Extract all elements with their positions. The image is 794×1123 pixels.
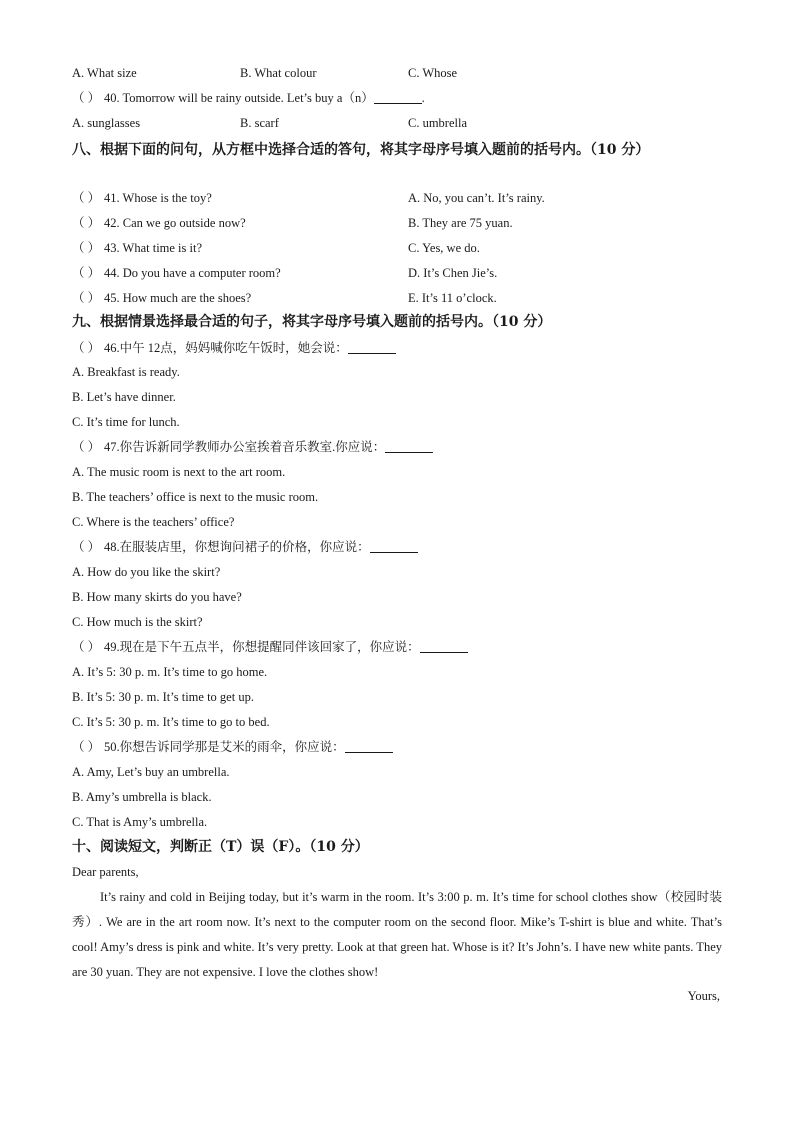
option-a: A. It’s 5: 30 p. m. It’s time to go home. xyxy=(72,665,268,679)
option-a: A. Breakfast is ready. xyxy=(72,365,180,379)
match-answer: A. No, you can’t. It’s rainy. xyxy=(408,191,545,205)
q39-options xyxy=(72,63,722,83)
answer-bracket[interactable]: （ ） xyxy=(72,241,101,255)
match-question: 44. Do you have a computer room? xyxy=(104,266,281,280)
question-prompt: 47.你告诉新同学教师办公室挨着音乐教室.你应说： xyxy=(104,440,386,454)
match-answer: B. They are 75 yuan. xyxy=(408,216,513,230)
option-b: B. The teachers’ office is next to the music room. xyxy=(72,490,319,504)
option-b: B. Amy’s umbrella is black. xyxy=(72,790,212,804)
reading-passage: It’s rainy and cold in Beijing today, but it’s warm in the room. It’s 3:00 p. m. It’s time for school clothes show（校园时装秀）. We are in the art room now. It’s next to the computer room on the second floor. Mike’s T-shirt is blue and white. That’s cool! Amy’s dress is pink and white. It’s very pretty. Look at that green hat. Whose is it? It’s John’s. I have new white pants. They are 30 yuan. They are not expensive. I love the clothes show! xyxy=(72,890,722,979)
option-c: C. umbrella xyxy=(408,116,468,130)
question-end: . xyxy=(421,91,425,105)
match-question: 42. Can we go outside now? xyxy=(104,216,246,230)
section-9-title: 九、根据情景选择最合适的句子，将其字母序号填入题前的括号内。（10 分） xyxy=(72,314,552,330)
answer-bracket[interactable]: （ ） xyxy=(72,191,101,205)
answer-bracket[interactable]: （ ） xyxy=(72,291,101,305)
answer-bracket[interactable]: （ ） xyxy=(72,91,101,105)
answer-blank[interactable] xyxy=(420,639,468,653)
match-answer: E. It’s 11 o’clock. xyxy=(408,291,497,305)
answer-bracket[interactable]: （ ） xyxy=(72,640,101,654)
answer-bracket[interactable]: （ ） xyxy=(72,740,101,754)
option-b: B. scarf xyxy=(240,116,279,130)
answer-bracket[interactable]: （ ） xyxy=(72,266,101,280)
question-prompt: 49.现在是下午五点半，你想提醒同伴该回家了，你应说： xyxy=(104,640,420,654)
section-10-title: 十、阅读短文，判断正（T）误（F）。（10 分） xyxy=(72,839,369,855)
answer-bracket[interactable]: （ ） xyxy=(72,440,101,454)
answer-blank[interactable] xyxy=(345,739,393,753)
option-c: C. That is Amy’s umbrella. xyxy=(72,815,208,829)
match-row xyxy=(72,213,722,233)
question-40 xyxy=(72,88,722,108)
match-question: 43. What time is it? xyxy=(104,241,203,255)
option-c: C. It’s time for lunch. xyxy=(72,415,180,429)
match-row xyxy=(72,288,722,308)
option-b: B. What colour xyxy=(240,66,317,80)
answer-bracket[interactable]: （ ） xyxy=(72,540,101,554)
match-answer: C. Yes, we do. xyxy=(408,241,480,255)
option-a: A. The music room is next to the art room. xyxy=(72,465,286,479)
match-row xyxy=(72,188,722,208)
match-row xyxy=(72,263,722,283)
answer-blank[interactable] xyxy=(385,439,433,453)
question-text: 40. Tomorrow will be rainy outside. Let’s buy a（n） xyxy=(104,91,374,105)
option-a: A. How do you like the skirt? xyxy=(72,565,221,579)
answer-blank[interactable] xyxy=(370,539,418,553)
letter-greeting: Dear parents, xyxy=(72,865,139,879)
q40-options xyxy=(72,113,722,133)
option-c: C. Whose xyxy=(408,66,458,80)
section-8-title: 八、根据下面的问句，从方框中选择合适的答句，将其字母序号填入题前的括号内。（10 分） xyxy=(72,142,650,158)
option-b: B. Let’s have dinner. xyxy=(72,390,176,404)
option-c: C. It’s 5: 30 p. m. It’s time to go to bed. xyxy=(72,715,270,729)
question-prompt: 48.在服装店里，你想询问裙子的价格，你应说： xyxy=(104,540,370,554)
option-a: A. sunglasses xyxy=(72,116,141,130)
match-row xyxy=(72,238,722,258)
option-c: C. Where is the teachers’ office? xyxy=(72,515,235,529)
option-a: A. Amy, Let’s buy an umbrella. xyxy=(72,765,230,779)
question-46 xyxy=(72,338,722,358)
question-47 xyxy=(72,437,722,457)
match-answer: D. It’s Chen Jie’s. xyxy=(408,266,498,280)
answer-blank[interactable] xyxy=(374,90,422,104)
option-c: C. How much is the skirt? xyxy=(72,615,203,629)
question-50 xyxy=(72,737,722,757)
letter-closing: Yours, xyxy=(687,989,720,1003)
option-b: B. How many skirts do you have? xyxy=(72,590,242,604)
option-a: A. What size xyxy=(72,66,137,80)
answer-bracket[interactable]: （ ） xyxy=(72,341,101,355)
question-prompt: 46.中午 12点，妈妈喊你吃午饭时，她会说： xyxy=(104,341,348,355)
match-question: 41. Whose is the toy? xyxy=(104,191,212,205)
question-49 xyxy=(72,637,722,657)
question-48 xyxy=(72,537,722,557)
answer-blank[interactable] xyxy=(348,340,396,354)
match-question: 45. How much are the shoes? xyxy=(104,291,252,305)
answer-bracket[interactable]: （ ） xyxy=(72,216,101,230)
question-prompt: 50.你想告诉同学那是艾米的雨伞，你应说： xyxy=(104,740,345,754)
option-b: B. It’s 5: 30 p. m. It’s time to get up. xyxy=(72,690,254,704)
